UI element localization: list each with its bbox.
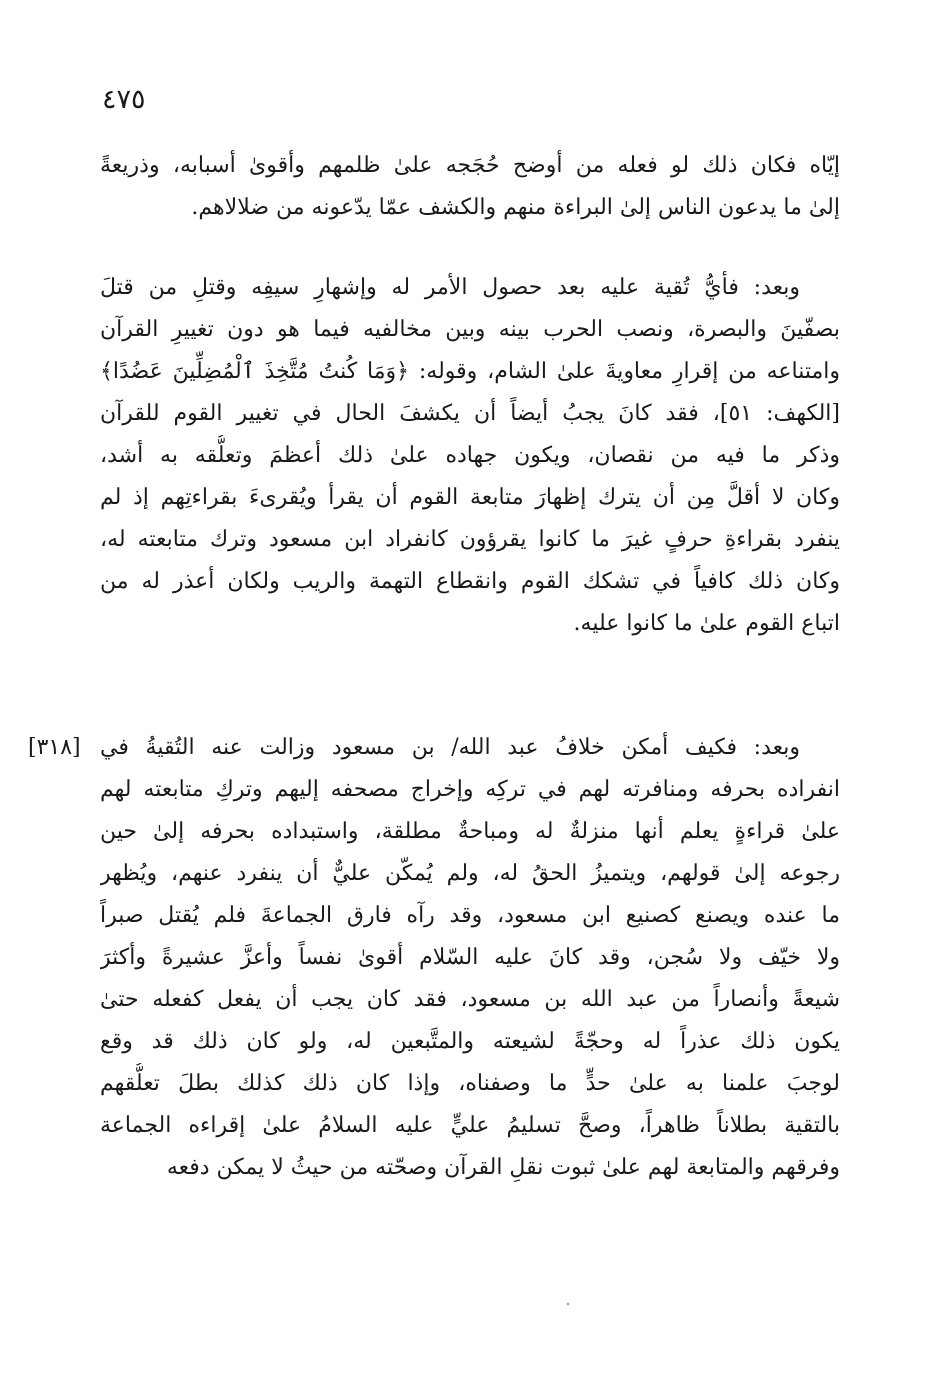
text-line: إلىٰ ما يدعون الناس إلىٰ البراءة منهم والكشف عمّا يدّعونه من ضلالاهم. — [191, 195, 840, 220]
text-line: لوجبَ علمنا به علىٰ حدٍّ ما وصفناه، وإذا كان ذلك كذلك بطلَ تعلُّقهم — [100, 1071, 840, 1096]
paragraph-2 — [100, 267, 840, 645]
text-line: بالتقية بطلاناً ظاهراً، وصحَّ تسليمُ عليٍّ عليه السلامُ علىٰ إقراءه الجماعة — [100, 1113, 840, 1138]
text-line: ما عنده ويصنع كصنيع ابن مسعود، وقد رآه فارق الجماعةَ فلم يُقتل صبراً — [100, 903, 840, 928]
text-line: وكان لا أقلَّ مِن أن يترك إظهارَ متابعة القوم أن يقرأ ويُقرىءَ بقراءتِهم إذ لم — [100, 485, 840, 510]
text-line: رجوعه إلىٰ قولهم، ويتميزُ الحقُ له، ولم يُمكّن عليٌّ أن ينفرد عنهم، ويُظهر — [100, 861, 840, 886]
text-line: علىٰ قراءةٍ يعلم أنها منزلةٌ له ومباحةٌ مطلقة، واستبداده بحرفه إلىٰ حين — [100, 819, 840, 844]
text-line: وامتناعه من إقرارِ معاويةَ علىٰ الشام، وقوله: ﴿وَمَا كُنتُ مُتَّخِذَ ٱلْمُضِلِّينَ عَضُدًا﴾ — [100, 359, 840, 384]
text-line: وبعد: فأيُّ تُقية عليه بعد حصول الأمر له وإشهارِ سيفِه وقتلِ من قتلَ — [100, 275, 800, 300]
text-line: وكان ذلك كافياً في تشكك القوم وانقطاع التهمة والريب ولكان أعذر له من — [100, 569, 840, 594]
text-line: شيعةً وأنصاراً من عبد الله بن مسعود، فقد كان يجب أن يفعل كفعله حتىٰ — [100, 987, 840, 1012]
text-line: [الكهف: ٥١]، فقد كانَ يجبُ أيضاً أن يكشفَ الحال في تغيير القوم للقرآن — [100, 401, 840, 426]
text-line: وذكر ما فيه من نقصان، ويكون جهاده علىٰ ذلك أعظمَ وتعلُّقه به أشد، — [100, 443, 840, 468]
marginal-reference: [٣١٨] — [28, 735, 81, 760]
page-number: ٤٧٥ — [102, 84, 146, 115]
paragraph-1 — [100, 145, 840, 229]
text-line: ولا خيّف ولا سُجن، وقد كانَ عليه السّلام أقوىٰ نفساً وأعزَّ عشيرةً وأكثرَ — [100, 945, 840, 970]
text-line: بصفّينَ والبصرة، ونصب الحرب بينه وبين مخالفيه فيما هو دون تغييرِ القرآن — [100, 317, 840, 342]
text-line: وبعد: فكيف أمكن خلافُ عبد الله/ بن مسعود وزالت عنه التُقيةُ في — [100, 735, 800, 760]
text-line: ينفرد بقراءةِ حرفٍ غيرَ ما كانوا يقرؤون كانفراد ابن مسعود وترك متابعته له، — [100, 527, 840, 552]
paragraph-3 — [100, 727, 840, 1189]
text-line: انفراده بحرفه ومنافرته لهم في تركِه وإخراج مصحفه إليهم وتركِ متابعته لهم — [100, 777, 840, 802]
scan-speck — [567, 1303, 569, 1305]
text-line: وفرقهم والمتابعة لهم علىٰ ثبوت نقلِ القرآن وصحّته من حيثُ لا يمكن دفعه — [166, 1155, 840, 1180]
text-line: إيّاه فكان ذلك لو فعله من أوضح حُجَجه علىٰ ظلمهم وأقوىٰ أسبابه، وذريعةً — [100, 153, 840, 178]
text-line: يكون ذلك عذراً له وحجّةً لشيعته والمتَّبعين له، ولو كان ذلك قد وقع — [100, 1029, 840, 1054]
text-line: اتباع القوم علىٰ ما كانوا عليه. — [573, 611, 840, 636]
